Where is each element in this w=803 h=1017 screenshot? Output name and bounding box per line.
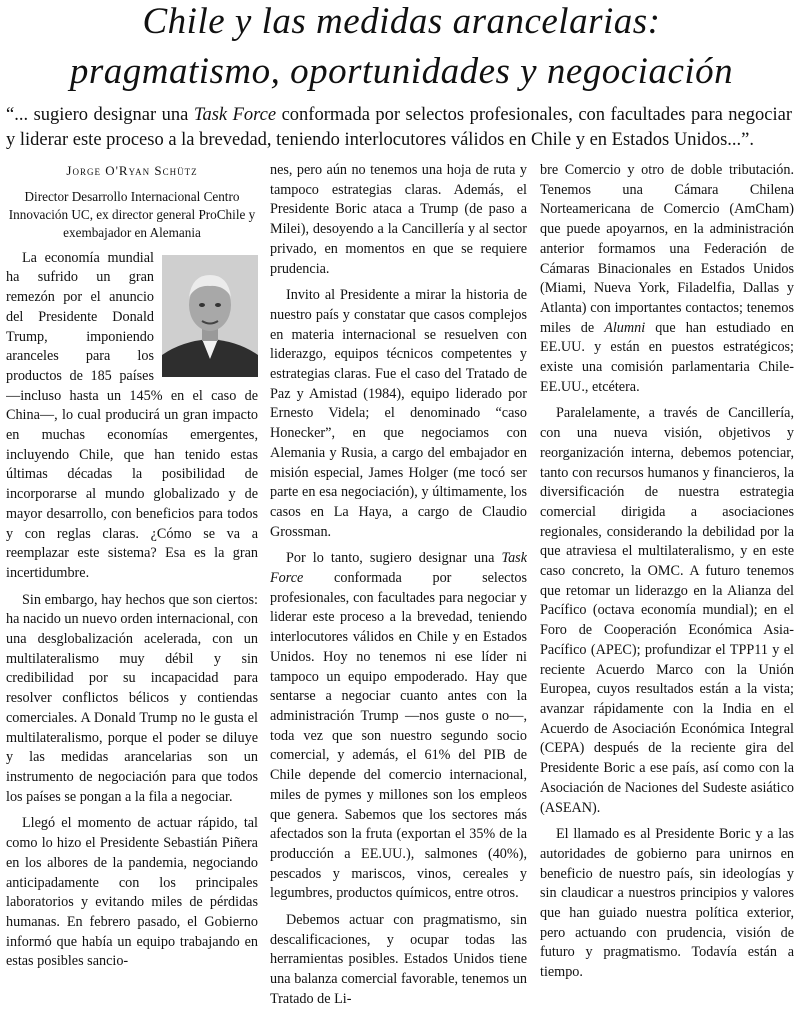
paragraph: El llamado es al Presidente Boric y a las autoridades de gobierno para unirnos en beneficio de nuestro país, sin ideologías y sin claudicar a nuestros principios y valores que han guiado nuestra política exterior, pero actuando con prudencia, visión de futuro y pragmatismo. Todavía están a tiempo. — [540, 826, 794, 981]
paragraph — [270, 549, 527, 904]
paragraph-text: conformada por selectos profesionales, con facultades para negociar y liderar este proceso a la brevedad, teniendo interlocutores válidos en Chile y en Estados Unidos. Hoy no tenemos ni ese líder ni tampoco un equipo empoderado. Hay que sentarse a negociar cuanto antes con la administración Trump —nos guste o no—, toda vez que son nuestro segundo socio comercial, y además, el 61% del PIB de Chile depende del comercio internacional, miles de pymes y millones son los empleos que genera. Sabemos que los sectores más afectados son la fruta (exportan el 35% de la producción a EE.UU.), salmones (40%), pescados y mariscos, vinos, cereales y legumbres, productos químicos, entre otros. — [270, 570, 527, 902]
pull-quote-text: “... sugiero designar una — [6, 105, 194, 125]
paragraph: Llegó el momento de actuar rápido, tal como lo hizo el Presidente Sebastián Piñera en los albores de la pandemia, negociando anticipadamente con los principales laboratorios y evitando miles de pérdidas humanas. En febrero pasado, el Gobierno informó que había un equipo trabajando en estas posibles sancio- — [6, 815, 258, 970]
author-role: Director Desarrollo Internacional Centro Innovación UC, ex director general ProChile y exembajador en Alemania — [8, 188, 256, 240]
headline-line-1: Chile y las medidas arancelarias: — [142, 1, 661, 42]
paragraph: Paralelamente, a través de Cancillería, con una nueva visión, objetivos y reorganización interna, debemos potenciar, tanto con recursos humanos y financieros, la diversificación de nuestra estrategia comercial dirigida a asociaciones regionales, considerando la debilidad por la que atraviesa el multilateralismo, y en este caso concreto, la OMC. A futuro tenemos que retomar un liderazgo en la Alianza del Pacífico (octava economía mundial); en el Foro de Cooperación Económica Asia-Pacífico (APEC); profundizar el TPP11 y el reciente Acuerdo Marco con la Unión Europea, cuyos resultados están a la vista; avanzar rápidamente con la India en el Acuerdo de Asociación Económica Integral (CEPA) después de la reciente gira del Presidente Boric a ese país, así como con la Asociación de Naciones del Sudeste asiático (ASEAN). — [540, 405, 794, 816]
article-column-3 — [540, 161, 794, 990]
headline-line-2: pragmatismo, oportunidades y negociación — [69, 51, 734, 92]
author-name: Jorge O'Ryan Schütz — [66, 163, 198, 178]
paragraph-text: que han estudiado en EE.UU. y están en puestos estratégicos; existe una comisión parlamentaria Chile-EE.UU., etcétera. — [540, 319, 794, 395]
author-photo — [162, 255, 258, 377]
paragraph-italic: Alumni — [604, 319, 646, 336]
paragraph — [540, 161, 794, 397]
paragraph-text: bre Comercio y otro de doble tributación. Tenemos una Cámara Chilena Norteamericana de Comercio (AmCham) que puede apoyarnos, en la administración anterior formamos una Federación de Cámaras Binacionales en Estados Unidos (Miami, Nueva York, Filadelfia, Dallas y Atlanta) con importantes contactos; tenemos miles de — [540, 162, 794, 336]
pull-quote — [6, 103, 792, 153]
article-column-1 — [6, 161, 258, 979]
paragraph: Sin embargo, hay hechos que son ciertos: ha nacido un nuevo orden internacional, con una desglobalización acelerada, con un multilateralismo muy débil y sin credibilidad por su incapacidad para resolver conflictos bélicos y contiendas comerciales. A Donald Trump no le gusta el multilateralismo, porque el poder se diluye y las medidas arancelarias son un instrumento de negociación para que todos los países se pongan a la fila a negociar. — [6, 591, 258, 805]
author-portrait-icon — [162, 255, 258, 377]
paragraph: Invito al Presidente a mirar la historia de nuestro país y constatar que casos complejos en materia internacional se resuelven con liderazgo, equipos técnicos competentes y estrategias claras. Fue el caso del Tratado de Paz y Amistad (1984), equipo liderado por Ernesto Videla; el denominado “caso Honecker”, en que negociamos con Alemania y Rusia, a cargo del embajador en misión especial, James Holger (me tocó ser parte en esa negociación), y últimamente, los casos en La Haya, a cargo de Claudio Grossman. — [270, 287, 527, 540]
article-column-2 — [270, 161, 527, 1017]
pull-quote-text-end: conformada por selectos profesionales, con facultades para negociar y liderar este proceso a la brevedad, teniendo interlocutores válidos en Chile y en Estados Unidos...”. — [6, 105, 792, 150]
paragraph: Debemos actuar con pragmatismo, sin descalificaciones, y ocupar todas las herramientas posibles. Estados Unidos tiene una balanza comercial favorable, tenemos un Tratado de Li- — [270, 912, 527, 1007]
paragraph: nes, pero aún no tenemos una hoja de ruta y tampoco estrategias claras. Además, el Presidente Boric ataca a Trump (de paso a Milei), desoyendo a la Cancillería y al sector privado, en momentos en que se requiere prudencia. — [270, 162, 527, 277]
paragraph-italic: Task Force — [270, 550, 527, 587]
pull-quote-italic: Task Force — [193, 105, 277, 125]
paragraph-text: Por lo tanto, sugiero designar una — [286, 550, 502, 567]
paragraph — [6, 249, 258, 584]
paragraph-text: La economía mundial ha sufrido un gran remezón por el anuncio del Presidente Donald Trump, imponiendo aranceles para los productos de 185 países —incluso hasta un 145% en el caso de China—, lo cual producirá un gran impacto en muchas economías emergentes, incluyendo Chile, que han tenido estas últimas décadas la posibilidad de incorporarse al mundo globalizado y de mayor desarrollo, con beneficios para todos y con reglas claras. ¿Cómo se va a reemplazar este sistema? Esa es la gran incertidumbre. — [6, 249, 258, 581]
